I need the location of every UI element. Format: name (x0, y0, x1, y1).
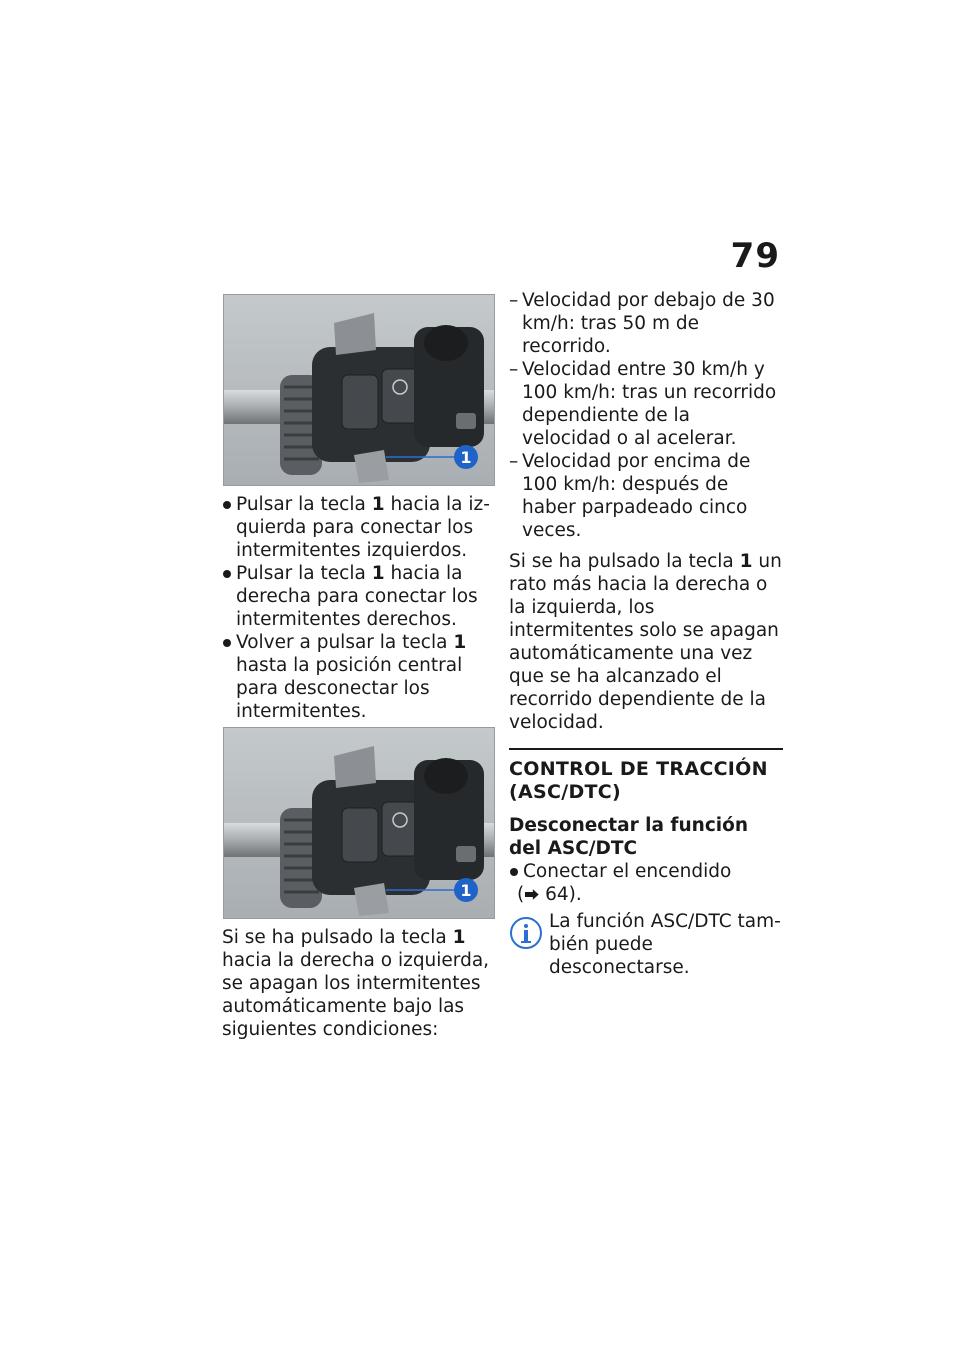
list-item: – Velocidad por encima de 100 km/h: después de haber parpadeado cinco veces. (509, 450, 783, 542)
cancel-conditions-list (509, 289, 783, 542)
list-item: – Velocidad por debajo de 30 km/h: tras 50 m de recorrido. (509, 289, 783, 358)
list-item: Conectar el encendido (⮕ 64). (509, 860, 783, 907)
handlebar-switch-illustration (224, 295, 494, 485)
list-item: – Velocidad entre 30 km/h y 100 km/h: tras un recorrido dependiente de la velocidad o al acelerar. (509, 358, 783, 450)
list-item: Volver a pulsar la tecla 1 hasta la posición central para desconectar los intermitentes. (222, 631, 494, 723)
paragraph: Si se ha pulsado la tecla 1 un rato más hacia la derecha o la izquierda, los intermitentes solo se apagan automáticamente una vez que se ha alcanzado el recorrido dependiente de la velocidad. (509, 551, 782, 733)
list-item: Pulsar la tecla 1 hacia la izquierda para conectar los intermitentes izquierdos. (222, 493, 494, 562)
info-note: La función ASC/DTC también puede desconectarse. (509, 910, 783, 979)
section-divider (509, 748, 783, 750)
handlebar-switch-photo-2 (223, 727, 495, 919)
section-title: CONTROL DE TRACCIÓN (ASC/DTC) (509, 758, 768, 803)
figure-label-1: 1 (460, 448, 472, 467)
right-column (509, 289, 783, 979)
info-icon (509, 916, 543, 950)
asc-instructions (509, 860, 783, 907)
comfort-turn-signal-text: Si se ha pulsado la tecla 1 hacia la derecha o izquierda, se apagan los intermitentes automáticamente bajo las siguientes condiciones: (222, 927, 490, 1040)
list-item: Pulsar la tecla 1 hacia la derecha para conectar los intermitentes derechos. (222, 562, 494, 631)
page-number: 79 (730, 236, 780, 276)
handlebar-switch-illustration (224, 728, 494, 918)
left-column (222, 493, 494, 758)
turn-signal-instructions (222, 493, 494, 723)
figure-label-2: 1 (460, 881, 472, 900)
handlebar-switch-photo (223, 294, 495, 486)
page-reference-arrow-icon: ⮕ (524, 886, 540, 904)
subheading: Desconectar la función del ASC/DTC (509, 815, 749, 859)
